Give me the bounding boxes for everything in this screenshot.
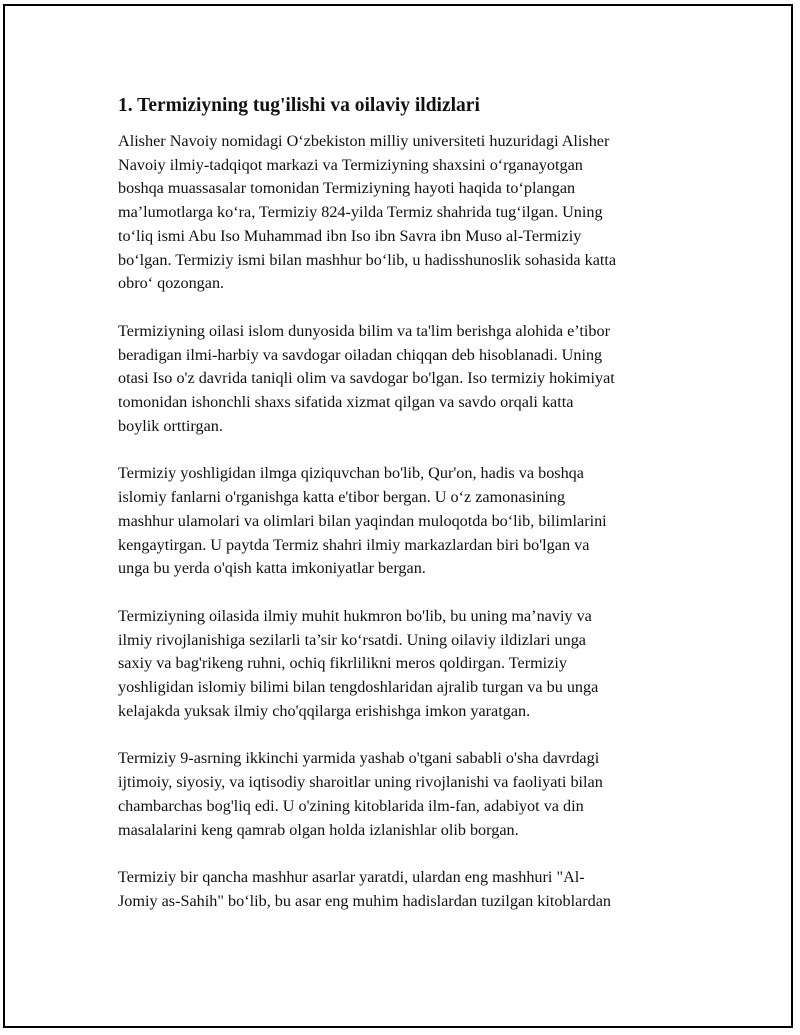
paragraph-family <box>118 320 698 439</box>
paragraph-era <box>118 747 698 842</box>
paragraph-youth <box>118 462 698 581</box>
document-body <box>118 93 698 938</box>
text-line: obro‘ qozongan. <box>118 274 225 293</box>
text-line: kelajakda yuksak ilmiy cho'qqilarga erishishga imkon yaratgan. <box>118 701 531 720</box>
section-heading: 1. Termiziyning tug'ilishi va oilaviy ildizlari <box>118 95 480 116</box>
text-line: to‘liq ismi Abu Iso Muhammad ibn Iso ibn Savra ibn Muso al-Termiziy <box>118 226 582 245</box>
text-line: ilmiy rivojlanishiga sezilarli ta’sir ko‘rsatdi. Uning oilaviy ildizlari unga <box>118 630 586 649</box>
text-line: Termiziy 9-asrning ikkinchi yarmida yashab o'tgani sababli o'sha davrdagi <box>118 749 600 768</box>
text-line: chambarchas bog'liq edi. U o'zining kitoblarida ilm-fan, adabiyot va din <box>118 796 584 815</box>
text-line: islomiy fanlarni o'rganishga katta e'tibor bergan. U o‘z zamonasining <box>118 488 566 507</box>
paragraph-birth <box>118 130 698 296</box>
text-line: saxiy va bag'rikeng ruhni, ochiq fikrlilikni meros qoldirgan. Termiziy <box>118 654 567 673</box>
text-line: otasi Iso o'z davrida taniqli olim va savdogar bo'lgan. Iso termiziy hokimiyat <box>118 369 615 388</box>
text-line: boylik orttirgan. <box>118 416 223 435</box>
text-line: Alisher Navoiy nomidagi O‘zbekiston milliy universiteti huzuridagi Alisher <box>118 132 610 150</box>
text-line: Termiziy yoshligidan ilmga qiziquvchan bo'lib, Qur'on, hadis va boshqa <box>118 464 584 483</box>
text-line: unga bu yerda o'qish katta imkoniyatlar bergan. <box>118 559 426 578</box>
text-line: kengaytirgan. U paytda Termiz shahri ilmiy markazlardan biri bo'lgan va <box>118 535 590 554</box>
text-line: beradigan ilmi-harbiy va savdogar oiladan chiqqan deb hisoblanadi. Uning <box>118 345 603 364</box>
paragraph-environment <box>118 605 698 724</box>
text-line: ma’lumotlarga ko‘ra, Termiziy 824-yilda Termiz shahrida tug‘ilgan. Uning <box>118 203 603 222</box>
text-line: Termiziy bir qancha mashhur asarlar yaratdi, ulardan eng mashhuri "Al- <box>118 868 585 887</box>
text-line: Termiziyning oilasi islom dunyosida bilim va ta'lim berishga alohida e’tibor <box>118 321 610 340</box>
text-line: bo‘lgan. Termiziy ismi bilan mashhur bo‘lib, u hadisshunoslik sohasida katta <box>118 250 617 269</box>
text-line: ijtimoiy, siyosiy, va iqtisodiy sharoitlar uning rivojlanishi va faoliyati bilan <box>118 773 603 792</box>
text-line: mashhur ulamolari va olimlari bilan yaqindan muloqotda bo‘lib, bilimlarini <box>118 511 607 530</box>
text-line: boshqa muassasalar tomonidan Termiziyning hayoti haqida to‘plangan <box>118 179 576 198</box>
text-line: Jomiy as-Sahih" bo‘lib, bu asar eng muhim hadislardan tuzilgan kitoblardan <box>118 891 612 910</box>
text-line: masalalarini keng qamrab olgan holda izlanishlar olib borgan. <box>118 820 519 839</box>
text-line: Termiziyning oilasida ilmiy muhit hukmron bo'lib, bu uning ma’naviy va <box>118 606 592 625</box>
text-line: Navoiy ilmiy-tadqiqot markazi va Termiziyning shaxsini o‘rganayotgan <box>118 155 583 174</box>
text-line: tomonidan ishonchli shaxs sifatida xizmat qilgan va savdo orqali katta <box>118 393 574 412</box>
paragraph-works <box>118 866 698 913</box>
text-line: yoshligidan islomiy bilimi bilan tengdoshlaridan ajralib turgan va bu unga <box>118 678 599 697</box>
